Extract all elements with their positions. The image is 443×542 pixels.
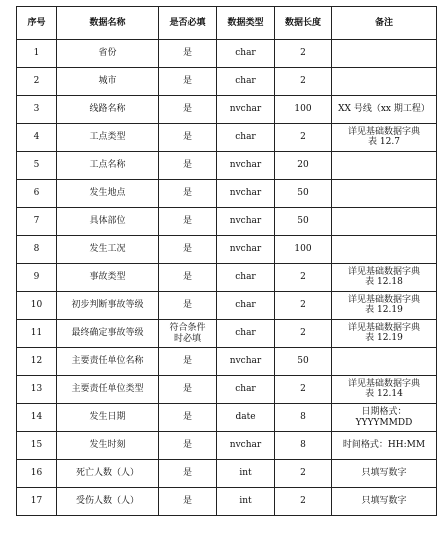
header-type: 数据类型 [217,7,275,40]
table-row [17,320,437,348]
cell-remark [332,488,437,516]
cell-seq: 1 [17,40,57,68]
cell-required: 是 [159,264,217,292]
remark-line: 只填写数字 [361,496,407,506]
cell-required: 是 [159,152,217,180]
cell-seq: 15 [17,432,57,460]
cell-remark [332,376,437,404]
table-row [17,68,437,96]
cell-type: char [217,320,275,348]
table-row [17,208,437,236]
cell-length: 2 [275,376,332,404]
cell-seq: 10 [17,292,57,320]
cell-remark [332,208,437,236]
table-row [17,124,437,152]
cell-name: 初步判断事故等级 [57,292,159,320]
cell-name: 死亡人数（人） [57,460,159,488]
cell-seq: 12 [17,348,57,376]
remark-line: XX 号线（xx 期工程） [338,104,430,114]
table-row [17,152,437,180]
cell-name: 工点类型 [57,124,159,152]
cell-required: 是 [159,208,217,236]
cell-name: 事故类型 [57,264,159,292]
table-row [17,180,437,208]
remark-line: 只填写数字 [361,468,407,478]
remark-line: 表 12.19 [365,305,403,315]
cell-seq: 6 [17,180,57,208]
cell-length: 2 [275,68,332,96]
cell-required: 是 [159,348,217,376]
header-row [17,7,437,40]
cell-name: 省份 [57,40,159,68]
cell-remark [332,236,437,264]
cell-length: 8 [275,432,332,460]
cell-remark [332,180,437,208]
cell-name: 工点名称 [57,152,159,180]
cell-remark [332,320,437,348]
cell-type: char [217,68,275,96]
cell-length: 50 [275,180,332,208]
cell-length: 2 [275,40,332,68]
cell-required: 是 [159,96,217,124]
cell-type: int [217,460,275,488]
table-row [17,348,437,376]
table-body [17,40,437,516]
remark-line: 日期格式：YYYYMMDD [355,406,413,428]
cell-type: char [217,124,275,152]
cell-name: 最终确定事故等级 [57,320,159,348]
cell-type: nvchar [217,96,275,124]
cell-required: 是 [159,376,217,404]
cell-remark [332,68,437,96]
table-row [17,236,437,264]
header-length: 数据长度 [275,7,332,40]
table-row [17,488,437,516]
cell-type: nvchar [217,348,275,376]
cell-required: 是 [159,404,217,432]
cell-name: 具体部位 [57,208,159,236]
cell-seq: 4 [17,124,57,152]
cell-required: 是 [159,432,217,460]
cell-type: date [217,404,275,432]
cell-required: 是 [159,460,217,488]
cell-length: 8 [275,404,332,432]
cell-required: 是 [159,180,217,208]
remark-line: 详见基础数据字典 [347,127,420,137]
remark-line: 详见基础数据字典 [347,379,420,389]
cell-seq: 11 [17,320,57,348]
table-row [17,264,437,292]
cell-required: 是 [159,236,217,264]
cell-length: 20 [275,152,332,180]
cell-type: nvchar [217,180,275,208]
cell-type: char [217,40,275,68]
remark-line: 时间格式：HH:MM [342,440,426,450]
cell-seq: 3 [17,96,57,124]
cell-name: 受伤人数（人） [57,488,159,516]
cell-remark [332,264,437,292]
table-row [17,96,437,124]
cell-required: 是 [159,124,217,152]
cell-remark [332,124,437,152]
cell-remark [332,292,437,320]
cell-required: 是 [159,292,217,320]
cell-type: char [217,264,275,292]
cell-seq: 7 [17,208,57,236]
cell-type: nvchar [217,432,275,460]
cell-seq: 14 [17,404,57,432]
cell-remark [332,404,437,432]
cell-length: 2 [275,488,332,516]
header-required: 是否必填 [159,7,217,40]
cell-required: 符合条件 时必填 [159,320,217,348]
cell-remark [332,40,437,68]
remark-line: 详见基础数据字典 [347,323,420,333]
cell-seq: 2 [17,68,57,96]
cell-name: 发生地点 [57,180,159,208]
cell-remark [332,348,437,376]
table-row [17,376,437,404]
cell-type: int [217,488,275,516]
cell-remark [332,152,437,180]
cell-type: nvchar [217,152,275,180]
remark-line: 详见基础数据字典 [347,267,420,277]
cell-length: 50 [275,348,332,376]
cell-type: nvchar [217,208,275,236]
cell-seq: 9 [17,264,57,292]
cell-name: 主要责任单位名称 [57,348,159,376]
cell-name: 发生日期 [57,404,159,432]
cell-length: 100 [275,96,332,124]
table-row [17,432,437,460]
cell-length: 50 [275,208,332,236]
cell-required: 是 [159,68,217,96]
cell-remark [332,432,437,460]
table-row [17,460,437,488]
cell-type: char [217,376,275,404]
cell-length: 2 [275,460,332,488]
header-seq: 序号 [17,7,57,40]
table-row [17,292,437,320]
remark-line: 表 12.18 [365,277,403,287]
cell-length: 2 [275,124,332,152]
cell-name: 城市 [57,68,159,96]
data-spec-table [16,6,437,516]
header-remark: 备注 [332,7,437,40]
cell-length: 2 [275,264,332,292]
cell-length: 100 [275,236,332,264]
cell-seq: 16 [17,460,57,488]
cell-remark [332,460,437,488]
cell-seq: 13 [17,376,57,404]
cell-name: 发生时刻 [57,432,159,460]
cell-type: char [217,292,275,320]
cell-name: 主要责任单位类型 [57,376,159,404]
cell-name: 发生工况 [57,236,159,264]
table-row [17,40,437,68]
remark-line: 表 12.14 [365,389,403,399]
cell-length: 2 [275,292,332,320]
cell-type: nvchar [217,236,275,264]
remark-line: 表 12.19 [365,333,403,343]
cell-required: 是 [159,488,217,516]
table-row [17,404,437,432]
cell-required: 是 [159,40,217,68]
cell-seq: 8 [17,236,57,264]
cell-length: 2 [275,320,332,348]
cell-seq: 5 [17,152,57,180]
header-name: 数据名称 [57,7,159,40]
remark-line: 详见基础数据字典 [347,295,420,305]
remark-line: 表 12.7 [368,137,400,147]
cell-remark [332,96,437,124]
cell-seq: 17 [17,488,57,516]
cell-name: 线路名称 [57,96,159,124]
